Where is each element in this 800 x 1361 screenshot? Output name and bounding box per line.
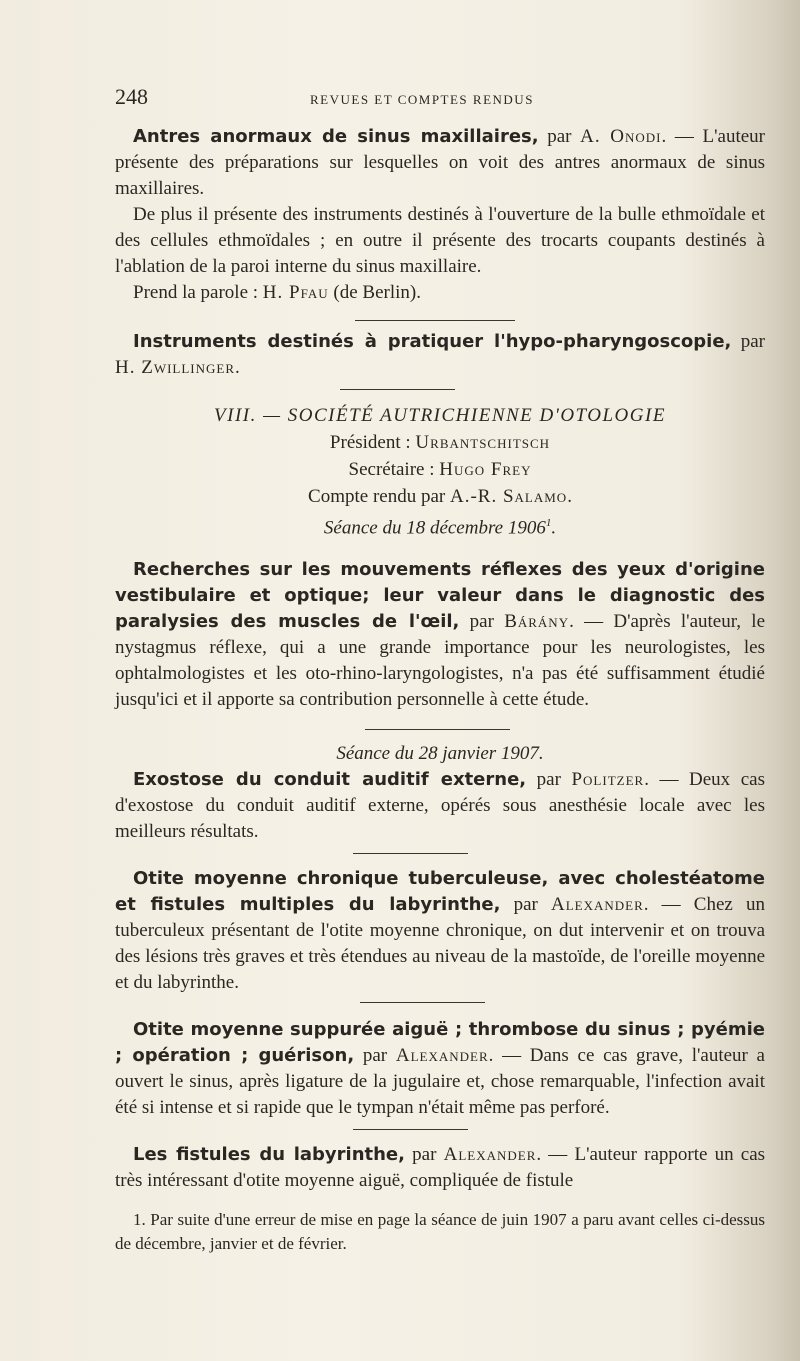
entry-text: . — D'après l'auteur, le nystagmus réflexe, qui a une grande importance pour les neurologistes, les ophtalmologistes et les oto-rhino-laryngologistes, n'a pas été suffisamment étudié jusqu'ici et il apporte sa contribution personnelle à cette étude. [115, 611, 766, 711]
footnote: 1. Par suite d'une erreur de mise en page la séance de juin 1907 a paru avant celles ci-dessus de décembre, janvier et de février. [115, 1210, 765, 1254]
society-report: Compte rendu par A.-R. Salamo. [308, 486, 572, 507]
entry-paragraph: Prend la parole : H. Pfau (de Berlin). [133, 282, 421, 303]
entry-author: Alexander [395, 1045, 489, 1067]
running-head: REVUES ET COMPTES RENDUS [310, 92, 534, 107]
page-content [115, 84, 765, 1256]
entry-title: Exostose du conduit auditif externe, [133, 769, 527, 791]
society-secretary: Secrétaire : Hugo Frey [348, 459, 532, 480]
entry-exostose: Exostose du conduit auditif externe, par Politzer. — Deux cas d'exostose du conduit auditif externe, opérés sous anesthésie locale avec les meilleurs résultats. [115, 769, 765, 843]
separator-rule [353, 853, 468, 854]
session-date: Séance du 28 janvier 1907. [336, 743, 544, 765]
entry-title: Otite moyenne suppurée aiguë ; thrombose du sinus ; pyémie ; opération ; guérison, [115, 1019, 765, 1067]
entry-author: H. Pfau [262, 282, 329, 303]
entry-title: Otite moyenne chronique tuberculeuse, avec cholestéatome et fistules multiples du labyrinthe, [115, 868, 765, 916]
entry-paragraph: De plus il présente des instruments destinés à l'ouverture de la bulle ethmoïdale et des cellules ethmoïdales ; en outre il présente des trocarts coupants destinés à l'ablation de la paroi interne du sinus maxillaire. [115, 204, 765, 277]
society-heading: VIII. — SOCIÉTÉ AUTRICHIENNE D'OTOLOGIE [214, 405, 666, 426]
entry-text: . — Chez un tuberculeux présentant de l'otite moyenne chronique, on dut intervenir et on trouva des lésions très graves et très étendues au niveau de la mastoïde, de l'oreille moyenne et du labyrinthe. [115, 894, 765, 994]
entry-author: H. Zwillinger [115, 357, 236, 378]
page-header [115, 84, 765, 116]
footnote-mark: 1 [545, 517, 552, 529]
page-number: 248 [115, 84, 148, 109]
entry-text: . — Deux cas d'exostose du conduit auditif externe, opérés sous anesthésie locale avec les meilleurs résultats. [115, 769, 765, 843]
entry-title: Antres anormaux de sinus maxillaires, [133, 126, 539, 147]
entry-title: Recherches sur les mouvements réflexes des yeux d'origine vestibulaire et optique; leur valeur dans le diagnostic des paralysies des muscles de l'œil, [115, 559, 765, 633]
society-president: Président : Urbantschitsch [329, 432, 551, 453]
entry-text: . — Dans ce cas grave, l'auteur a ouvert le sinus, après ligature de la jugulaire et, chose remarquable, l'infection avait été si intense et si rapide que le tympan n'était même pas perforé. [115, 1045, 765, 1119]
entry-author: Alexander [551, 894, 644, 916]
separator-rule [365, 729, 510, 730]
separator-rule [353, 1129, 468, 1130]
separator-rule [360, 1002, 485, 1003]
entry-author: Alexander [443, 1144, 537, 1166]
session-date: Séance du 18 décembre 1906$^1$. [323, 517, 557, 539]
entry-title: Les fistules du labyrinthe, [133, 1144, 405, 1166]
entry-recherches: Recherches sur les mouvements réflexes des yeux d'origine vestibulaire et optique; leur valeur dans le diagnostic des paralysies des muscles de l'œil, par Bárány. — D'après l'auteur, le nystagmus réflexe, qui a une grande importance pour les neurologistes, les ophtalmologistes et les oto-rhino-laryngologistes, n'a pas été suffisamment étudié jusqu'ici et il apporte sa contribution personnelle à cette étude. [115, 559, 766, 711]
entry-title: Instruments destinés à pratiquer l'hypo-pharyngoscopie, [133, 331, 732, 352]
entry-text: . — L'auteur présente des préparations sur lesquelles on voit des antres anormaux de sinus maxillaires. [115, 126, 765, 199]
entry-author: Politzer [571, 769, 645, 791]
separator-rule [355, 320, 515, 321]
entry-fistules: Les fistules du labyrinthe, par Alexander. — L'auteur rapporte un cas très intéressant d'otite moyenne aiguë, compliquée de fistule [115, 1144, 766, 1192]
entry-antres-anormaux: Antres anormaux de sinus maxillaires, par A. Onodi. — L'auteur présente des préparations sur lesquelles on voit des antres anormaux de sinus maxillaires. [115, 126, 765, 199]
separator-rule [340, 389, 455, 390]
entry-otite-tuberculeuse: Otite moyenne chronique tuberculeuse, avec cholestéatome et fistules multiples du labyrinthe, par Alexander. — Chez un tuberculeux présentant de l'otite moyenne chronique, on dut intervenir et on trouva des lésions très graves et très étendues au niveau de la mastoïde, de l'oreille moyenne et du labyrinthe. [115, 868, 765, 994]
entry-author: Bárány [504, 611, 570, 633]
entry-author: A. Onodi [580, 126, 662, 147]
entry-otite-suppuree: Otite moyenne suppurée aiguë ; thrombose du sinus ; pyémie ; opération ; guérison, par Alexander. — Dans ce cas grave, l'auteur a ouvert le sinus, après ligature de la jugulaire et, chose remarquable, l'infection avait été si intense et si rapide que le tympan n'était même pas perforé. [115, 1019, 765, 1119]
entry-instruments: Instruments destinés à pratiquer l'hypo-pharyngoscopie, par H. Zwillinger. [115, 331, 765, 378]
entry-text: . — L'auteur rapporte un cas très intéressant d'otite moyenne aiguë, compliquée de fistule [115, 1144, 766, 1192]
